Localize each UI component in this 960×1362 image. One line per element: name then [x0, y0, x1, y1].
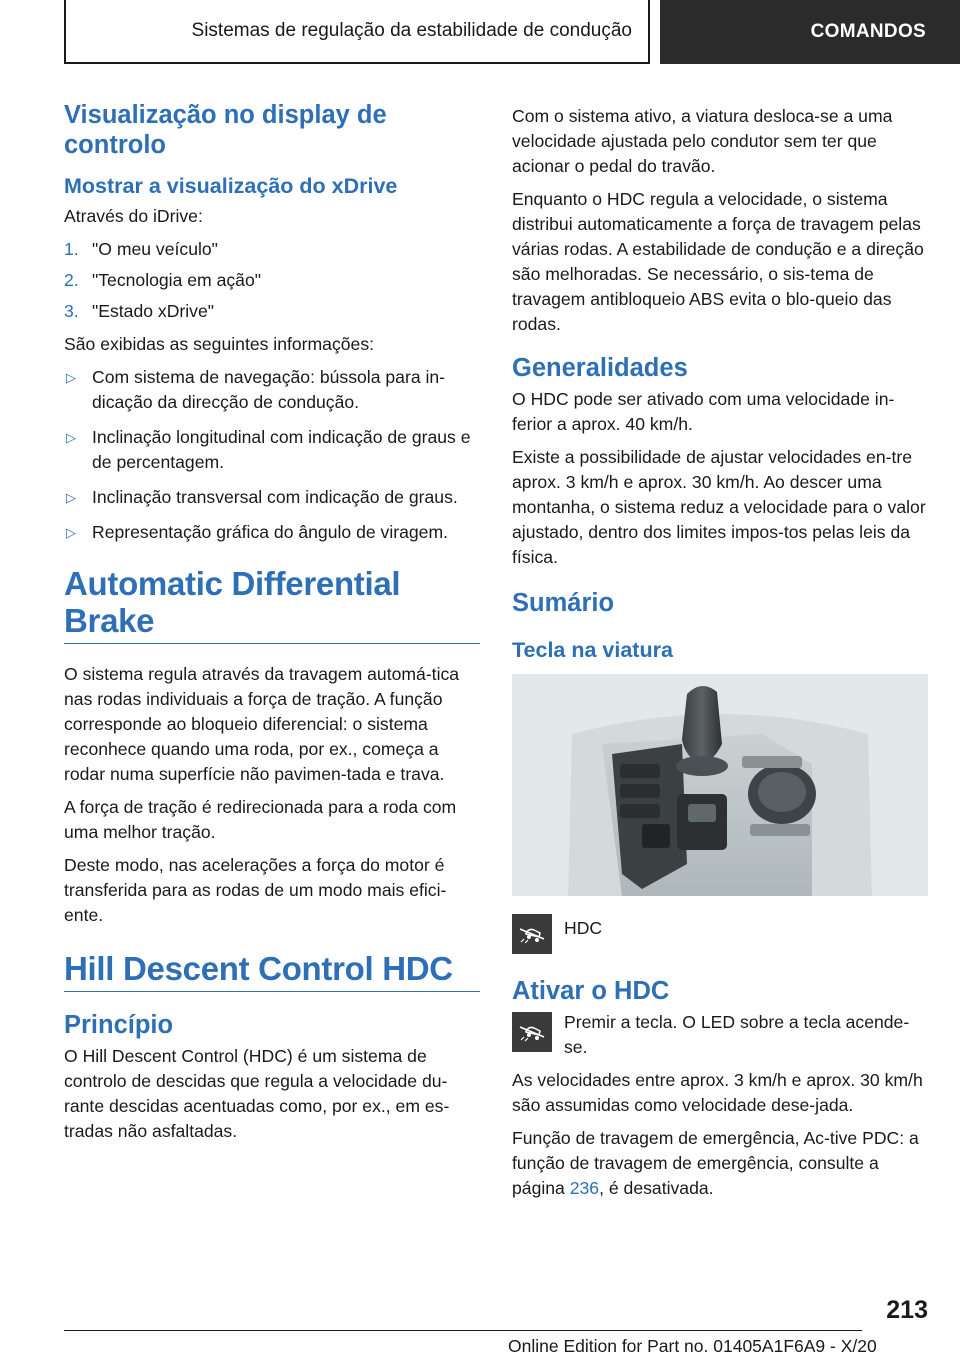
step-number: 3. — [64, 301, 79, 321]
hdc-paragraph-2: Enquanto o HDC regula a velocidade, o sistema distribui automaticamente a força de travagem pelas várias rodas. A estabilidade de condução e a direção são melhoradas. Se necessário, o sis‐tema de travagem antibloqueio ABS evita o blo‐queio das rodas. — [512, 189, 924, 334]
general-heading: Generalidades — [512, 354, 688, 382]
footer-edition: Online Edition for Part no. 01405A1F6A9 - X/20 — [508, 1336, 877, 1356]
list-item-text: Com sistema de navegação: bússola para in‐dicação da direcção de condução. — [92, 367, 446, 412]
step-number: 1. — [64, 239, 79, 259]
emergency-text-end: , é desativada. — [599, 1178, 714, 1198]
section-title: Sistemas de regulação da estabilidade de condução — [64, 0, 650, 64]
general-paragraph-2: Existe a possibilidade de ajustar velocidades en‐tre aprox. 3 km/h e aprox. 30 km/h. Ao descer uma montanha, o sistema reduz a velocidade para o valor ajustado, dentro dos limites impos‐tos pelas leis da física. — [512, 447, 926, 567]
step-text: "Tecnologia em ação" — [92, 270, 261, 290]
activate-heading: Ativar o HDC — [512, 977, 670, 1005]
adb-paragraph-2: A força de tração é redirecionada para a roda com uma melhor tração. — [64, 797, 457, 842]
principle-paragraph: O Hill Descent Control (HDC) é um sistema de controlo de descidas que regula a velocidade du‐rante descidas acentuadas como, por ex., em es‐tradas não asfaltadas. — [64, 1046, 450, 1141]
hdc-paragraph-1: Com o sistema ativo, a viatura desloca-se a uma velocidade ajustada pelo condutor sem ter que acionar o pedal do travão. — [512, 106, 893, 176]
list-item — [64, 365, 480, 415]
list-item-text: Inclinação transversal com indicação de graus. — [92, 487, 458, 507]
right-column — [512, 104, 928, 1209]
list-item — [64, 425, 480, 475]
hdc-label: HDC — [564, 918, 603, 938]
left-column — [64, 100, 480, 1152]
triangle-bullet-icon: ▷ — [66, 490, 76, 505]
emergency-paragraph — [512, 1126, 928, 1201]
step-number: 2. — [64, 270, 79, 290]
step-text: "Estado xDrive" — [92, 301, 215, 321]
adb-paragraph-3: Deste modo, nas acelerações a força do motor é transferida para as rodas de um modo mais efici‐ente. — [64, 855, 447, 925]
hdc-button-row — [512, 912, 928, 954]
principle-heading: Princípio — [64, 1011, 174, 1039]
activate-paragraph: Premir a tecla. O LED sobre a tecla acende-se. — [564, 1012, 910, 1057]
page-link[interactable]: 236 — [569, 1178, 600, 1198]
button-heading: Tecla na viatura — [512, 638, 673, 662]
step-item — [64, 299, 480, 324]
triangle-bullet-icon: ▷ — [66, 370, 76, 385]
step-item — [64, 237, 480, 262]
center-console-illustration — [512, 674, 928, 896]
idrive-steps — [64, 237, 480, 324]
general-paragraph-1: O HDC pode ser ativado com uma velocidade in‐ferior a aprox. 40 km/h. — [512, 389, 895, 434]
triangle-bullet-icon: ▷ — [66, 430, 76, 445]
via-idrive-text: Através do iDrive: — [64, 206, 203, 226]
adb-paragraph-1: O sistema regula através da travagem automá‐tica nas rodas individuais a força de tração. A função corresponde ao bloqueio diferencial: o sistema reconhece quando uma roda, por ex., começa a rodar numa superfície não pavimen‐tada e trava. — [64, 664, 460, 784]
adb-heading: Automatic Differential Brake — [64, 565, 480, 644]
chapter-tab: COMANDOS — [660, 0, 960, 64]
summary-heading: Sumário — [512, 589, 615, 617]
list-item-text: Representação gráfica do ângulo de viragem. — [92, 522, 449, 542]
list-item-text: Inclinação longitudinal com indicação de graus e de percentagem. — [92, 427, 471, 472]
activate-row — [512, 1010, 928, 1060]
hill-descent-car-icon — [512, 1012, 552, 1052]
hill-descent-car-icon — [512, 914, 552, 954]
step-text: "O meu veículo" — [92, 239, 218, 259]
page-number: 213 — [886, 1296, 928, 1324]
info-list — [64, 365, 480, 545]
speeds-paragraph: As velocidades entre aprox. 3 km/h e aprox. 30 km/h são assumidas como velocidade dese‐jada. — [512, 1070, 923, 1115]
emergency-text: Função de travagem de emergência, Ac‐tive PDC: a função de travagem de emergência, consulte a página — [512, 1128, 919, 1198]
list-item — [64, 485, 480, 510]
list-item — [64, 520, 480, 545]
xdrive-heading: Mostrar a visualização do xDrive — [64, 174, 398, 198]
page-header — [0, 0, 960, 66]
center-console-photo — [512, 674, 928, 896]
triangle-bullet-icon: ▷ — [66, 525, 76, 540]
info-intro: São exibidas as seguintes informações: — [64, 334, 375, 354]
hdc-heading: Hill Descent Control HDC — [64, 950, 480, 992]
display-heading: Visualização no display de controlo — [64, 101, 387, 159]
footer-divider — [64, 1330, 862, 1331]
step-item — [64, 268, 480, 293]
